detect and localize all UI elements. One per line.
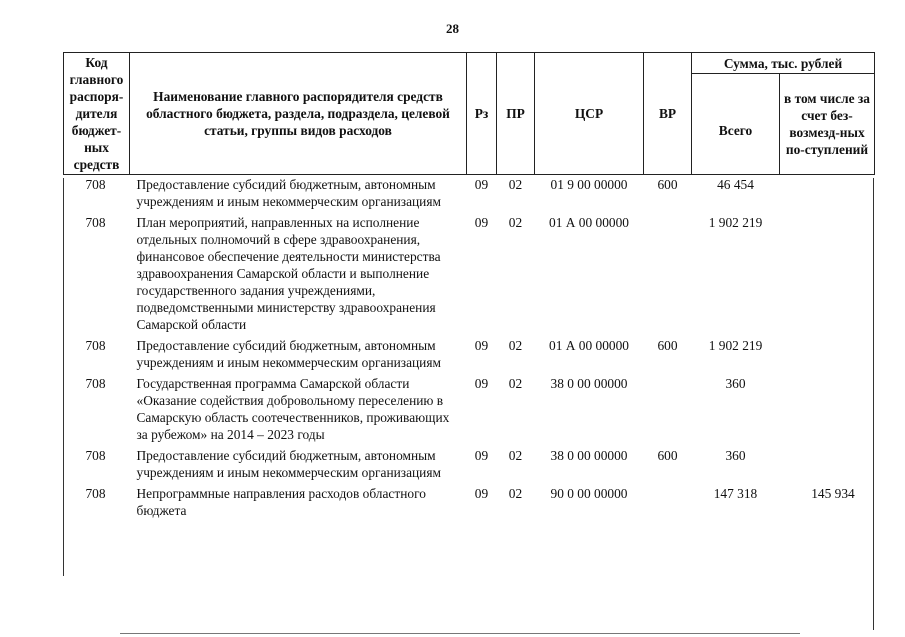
cell-csr: 38 0 00 00000 [550, 376, 628, 391]
cell-code: 708 [85, 215, 106, 230]
cell-csr: 01 9 00 00000 [550, 177, 628, 192]
cell-name: План мероприятий, направленных на исполнение отдельных полномочий в сфере здравоохранения, финансовое обеспечение деятельности министерства здравоохранения Самарской области и выполнение государственного задания учреждениями, подведомственными министерству здравоохранения Самарской области [136, 215, 441, 332]
cell-rz: 09 [474, 448, 489, 463]
table-row [64, 375, 875, 443]
header-nonrepayable: в том числе за счет без-возмезд-ных по-ступлений [780, 74, 875, 175]
cell-vr: 600 [657, 448, 678, 463]
cell-code: 708 [85, 177, 106, 192]
cell-code: 708 [85, 376, 106, 391]
budget-table [63, 52, 875, 519]
cell-pr: 02 [508, 486, 523, 501]
header-vr: ВР [644, 53, 692, 175]
cell-name: Государственная программа Самарской области «Оказание содействия добровольному переселению в Самарскую область соотечественников, проживающих за рубежом» на 2014 – 2023 годы [136, 376, 450, 442]
cell-rz: 09 [474, 376, 489, 391]
cell-rz: 09 [474, 177, 489, 192]
cell-csr: 38 0 00 00000 [550, 448, 628, 463]
cell-total: 360 [725, 376, 746, 391]
cell-code: 708 [85, 338, 106, 353]
cell-name: Предоставление субсидий бюджетным, автономным учреждениям и иным некоммерческим организациям [136, 338, 441, 370]
cell-nonrepayable [780, 447, 875, 481]
cell-nonrepayable [780, 375, 875, 443]
cell-pr: 02 [508, 177, 523, 192]
cell-vr: 600 [657, 177, 678, 192]
cell-pr: 02 [508, 448, 523, 463]
cell-total: 360 [725, 448, 746, 463]
table-row [64, 175, 875, 211]
header-total: Всего [692, 74, 780, 175]
table-row [64, 485, 875, 519]
cell-total: 1 902 219 [708, 338, 763, 353]
header-csr: ЦСР [535, 53, 644, 175]
cell-vr [644, 375, 692, 443]
cell-nonrepayable: 145 934 [811, 486, 855, 501]
cell-rz: 09 [474, 215, 489, 230]
cell-total: 46 454 [717, 177, 754, 192]
table-row [64, 447, 875, 481]
cell-nonrepayable [780, 214, 875, 333]
cell-total: 147 318 [713, 486, 758, 501]
cell-rz: 09 [474, 486, 489, 501]
table-row [64, 337, 875, 371]
header-code: Код главного распоря-дителя бюджет-ных средств [64, 53, 130, 175]
header-name: Наименование главного распорядителя средств областного бюджета, раздела, подраздела, целевой статьи, группы видов расходов [130, 53, 467, 175]
cell-total: 1 902 219 [708, 215, 763, 230]
cell-pr: 02 [508, 215, 523, 230]
cell-csr: 90 0 00 00000 [550, 486, 628, 501]
cell-code: 708 [85, 486, 106, 501]
cell-vr: 600 [657, 338, 678, 353]
header-pr: ПР [497, 53, 535, 175]
cell-pr: 02 [508, 376, 523, 391]
page-number: 28 [446, 21, 459, 36]
cell-name: Предоставление субсидий бюджетным, автономным учреждениям и иным некоммерческим организациям [136, 177, 441, 209]
header-rz: Рз [467, 53, 497, 175]
cell-rz: 09 [474, 338, 489, 353]
cell-nonrepayable [780, 175, 875, 211]
cell-vr [644, 214, 692, 333]
table-row [64, 214, 875, 333]
cell-nonrepayable [780, 337, 875, 371]
header-sum: Сумма, тыс. рублей [692, 53, 875, 74]
cell-csr: 01 А 00 00000 [549, 338, 629, 353]
cell-code: 708 [85, 448, 106, 463]
cell-name: Предоставление субсидий бюджетным, автономным учреждениям и иным некоммерческим организациям [136, 448, 441, 480]
cell-vr [644, 485, 692, 519]
bottom-rule [120, 633, 800, 634]
cell-csr: 01 А 00 00000 [549, 215, 629, 230]
cell-pr: 02 [508, 338, 523, 353]
cell-name: Непрограммные направления расходов областного бюджета [136, 486, 426, 518]
